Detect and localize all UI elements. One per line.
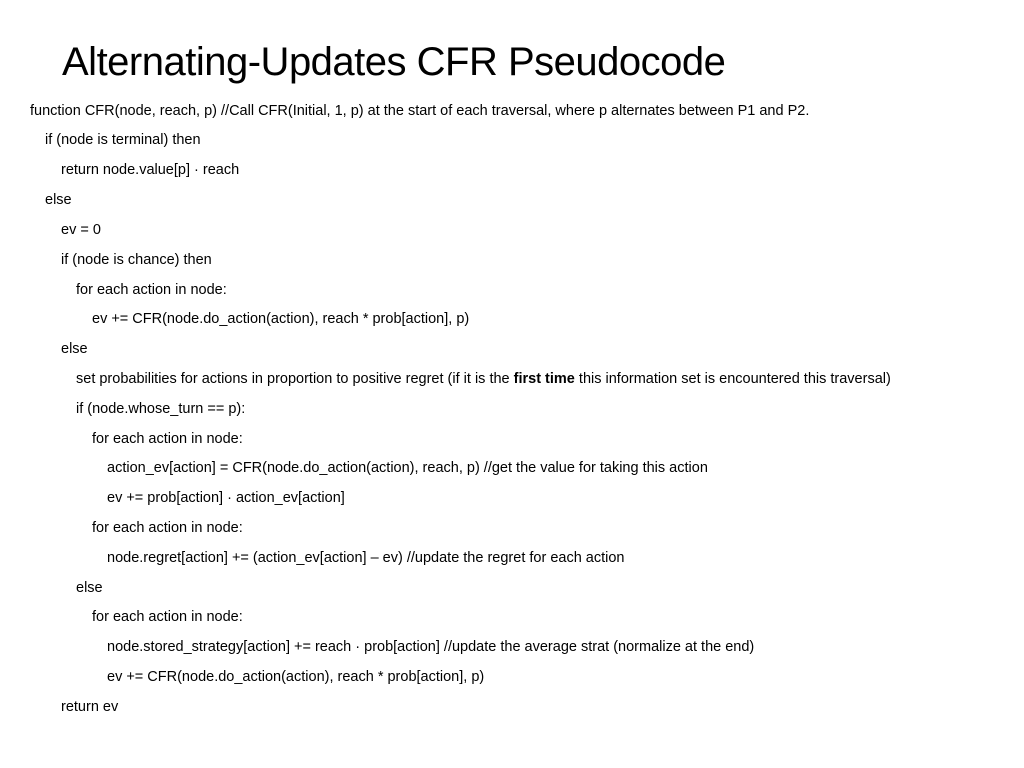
code-line-regret-update: node.regret[action] += (action_ev[action] – ev) //update the regret for each action	[107, 550, 625, 566]
code-line-action-ev: action_ev[action] = CFR(node.do_action(action), reach, p) //get the value for taking this action	[107, 460, 708, 476]
code-line-text: this information set is encountered this traversal)	[574, 371, 891, 387]
code-line-function-signature: function CFR(node, reach, p) //Call CFR(Initial, 1, p) at the start of each traversal, where p alternates between P1 and P2.	[30, 103, 810, 119]
code-line-else: else	[45, 192, 72, 208]
emphasis-first-time: first time	[513, 371, 575, 387]
code-line-for-each-action: for each action in node:	[92, 520, 243, 536]
code-line-else: else	[76, 580, 103, 596]
code-line-for-each-action: for each action in node:	[92, 431, 243, 447]
code-line-set-probabilities	[76, 368, 891, 390]
code-line-text: set probabilities for actions in proportion to positive regret (if it is the	[76, 371, 514, 387]
code-line-ev-init: ev = 0	[61, 222, 101, 238]
code-line-ev-chance-update: ev += CFR(node.do_action(action), reach * prob[action], p)	[92, 311, 470, 327]
code-line-stored-strategy: node.stored_strategy[action] += reach · prob[action] //update the average strat (normalize at the end)	[107, 639, 755, 655]
code-line-return-value: return node.value[p] · reach	[61, 162, 240, 178]
code-line-ev-opponent-update: ev += CFR(node.do_action(action), reach * prob[action], p)	[107, 669, 485, 685]
code-line-if-chance: if (node is chance) then	[61, 252, 212, 268]
code-line-ev-update: ev += prob[action] · action_ev[action]	[107, 490, 345, 506]
code-line-for-each-action: for each action in node:	[92, 609, 243, 625]
code-line-if-terminal: if (node is terminal) then	[45, 132, 201, 148]
code-line-return-ev: return ev	[61, 699, 119, 715]
slide-title: Alternating-Updates CFR Pseudocode	[62, 40, 726, 84]
code-line-else: else	[61, 341, 88, 357]
code-line-if-whose-turn: if (node.whose_turn == p):	[76, 401, 246, 417]
code-line-for-each-action: for each action in node:	[76, 282, 227, 298]
